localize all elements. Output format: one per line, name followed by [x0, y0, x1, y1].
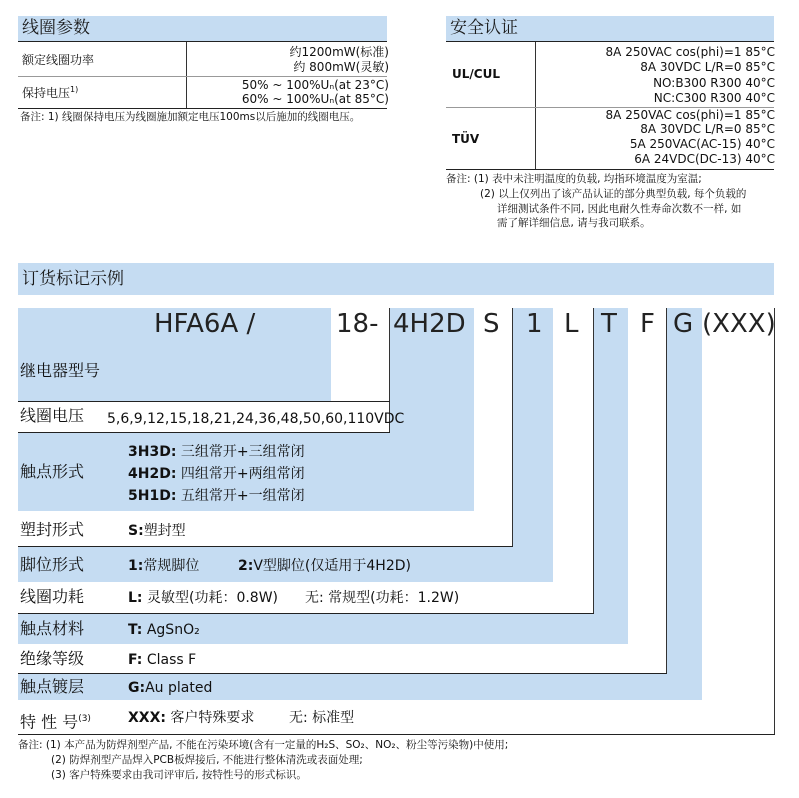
holding-voltage-value-1: 50% ~ 100%Uₙ(at 23°C) [241, 78, 389, 92]
code-contact-form: 4H2D [393, 309, 466, 339]
contact-form-label: 触点形式 [20, 462, 85, 481]
rated-power-value-1: 约1200mW(标准) [289, 45, 389, 59]
safety-title: 安全认证 [450, 18, 518, 38]
coil-power-option-2: 无: 常规型(功耗：1.2W) [305, 590, 460, 606]
safety-note-1: 备注: (1) 表中未注明温度的负载, 均指环境温度为室温; [446, 173, 702, 185]
divider [18, 41, 387, 42]
ordering-note-2: (2) 防焊剂型产品焊入PCB板焊接后, 不能进行整体清洗或表面处理; [51, 754, 363, 766]
ordering-note-1: 备注: (1) 本产品为防焊剂型产品, 不能在污染环境(含有一定量的H₂S、SO₂、NO₂、粉尘等污染物)中使用; [18, 739, 509, 751]
divider [774, 308, 775, 734]
rated-power-label: 额定线圈功率 [22, 53, 95, 67]
coil-params-title: 线圈参数 [22, 18, 90, 38]
tuv-rating-4: 6A 24VDC(DC-13) 40°C [634, 152, 775, 166]
coil-params-header [18, 16, 387, 41]
holding-voltage-value-2: 60% ~ 100%Uₙ(at 85°C) [241, 92, 389, 106]
divider [446, 169, 774, 170]
ul-cul-rating-4: NC:C300 R300 40°C [653, 91, 775, 105]
code-coil-power: L [564, 309, 579, 339]
contact-form-option-1: 3H3D: 三组常开+三组常闭 [128, 444, 305, 460]
sealing-label: 塑封形式 [20, 520, 85, 539]
code-insulation: F [640, 309, 655, 339]
tuv-rating-2: 8A 30VDC L/R=0 85°C [640, 122, 775, 136]
code-plating: G [673, 309, 694, 339]
pin-form-option-2: 2:V型脚位(仅适用于4H2D) [238, 558, 411, 574]
coil-voltage-value: 5,6,9,12,15,18,21,24,36,48,50,60,110VDC [107, 411, 405, 427]
holding-voltage-label: 保持电压$^{1)}$ [22, 85, 79, 100]
plating-row [18, 674, 702, 700]
contact-material-value: T: AgSnO₂ [128, 622, 200, 638]
special-value-2: 无: 标准型 [289, 710, 355, 726]
contact-form-option-3: 5H1D: 五组常开+一组常闭 [128, 488, 305, 504]
safety-note-3: 详细测试条件不同, 因此电耐久性寿命次数不一样, 如 [497, 203, 742, 215]
pin-form-label: 脚位形式 [20, 555, 85, 574]
divider [18, 734, 775, 735]
divider [512, 308, 513, 546]
code-sealing: S [483, 309, 500, 339]
tuv-rating-3: 5A 250VAC(AC-15) 40°C [629, 137, 775, 151]
ul-cul-rating-3: NO:B300 R300 40°C [653, 76, 775, 90]
divider [666, 308, 667, 673]
rated-power-value-2: 约 800mW(灵敏) [293, 60, 389, 74]
coil-voltage-label: 线圈电压 [20, 406, 85, 425]
plating-value: G:Au plated [128, 680, 213, 696]
ordering-title: 订货标记示例 [22, 269, 124, 289]
divider [18, 76, 387, 77]
sealing-value: S:塑封型 [128, 523, 186, 539]
coil-power-option-1: L: 灵敏型(功耗：0.8W) [128, 590, 279, 606]
divider [18, 108, 387, 109]
code-special: (XXX) [702, 309, 776, 339]
code-voltage: 18- [336, 309, 379, 339]
insulation-value: F: Class F [128, 652, 197, 668]
code-model: HFA6A / [154, 309, 256, 339]
divider [18, 401, 390, 402]
divider [535, 42, 536, 169]
contact-material-row [18, 614, 628, 644]
coil-params-note: 备注: 1) 线圈保持电压为线圈施加额定电压100ms以后施加的线圈电压。 [20, 111, 361, 123]
tuv-rating-1: 8A 250VAC cos(phi)=1 85°C [605, 108, 775, 122]
insulation-label: 绝缘等级 [20, 649, 85, 668]
plating-block [667, 308, 702, 700]
safety-header [446, 16, 774, 41]
coil-power-label: 线圈功耗 [20, 587, 85, 606]
plating-label: 触点镀层 [20, 677, 85, 696]
ul-cul-rating-1: 8A 250VAC cos(phi)=1 85°C [605, 45, 775, 59]
contact-form-option-2: 4H2D: 四组常开+两组常闭 [128, 466, 305, 482]
code-contact-material: T [601, 309, 617, 339]
contact-material-block [594, 308, 628, 644]
divider [446, 41, 774, 42]
tuv-label: TÜV [452, 132, 480, 146]
ul-cul-rating-2: 8A 30VDC L/R=0 85°C [640, 60, 775, 74]
divider [593, 308, 594, 613]
safety-note-4: 需了解详细信息, 请与我司联系。 [497, 217, 651, 229]
ul-cul-label: UL/CUL [452, 67, 500, 81]
pin-form-block [513, 308, 553, 582]
ordering-note-3: (3) 客户特殊要求由我司评审后, 按特性号的形式标识。 [51, 769, 307, 781]
relay-type-label: 继电器型号 [20, 361, 101, 380]
special-label: 特 性 号$^{(3)}$ [20, 712, 91, 732]
contact-material-label: 触点材料 [20, 619, 85, 638]
special-value: XXX: 客户特殊要求 [128, 710, 255, 726]
safety-note-2: (2) 以上仅列出了该产品认证的部分典型负载, 每个负载的 [480, 188, 747, 200]
pin-form-option-1: 1:常规脚位 [128, 558, 200, 574]
ordering-header [18, 263, 774, 295]
code-pin: 1 [526, 309, 543, 339]
